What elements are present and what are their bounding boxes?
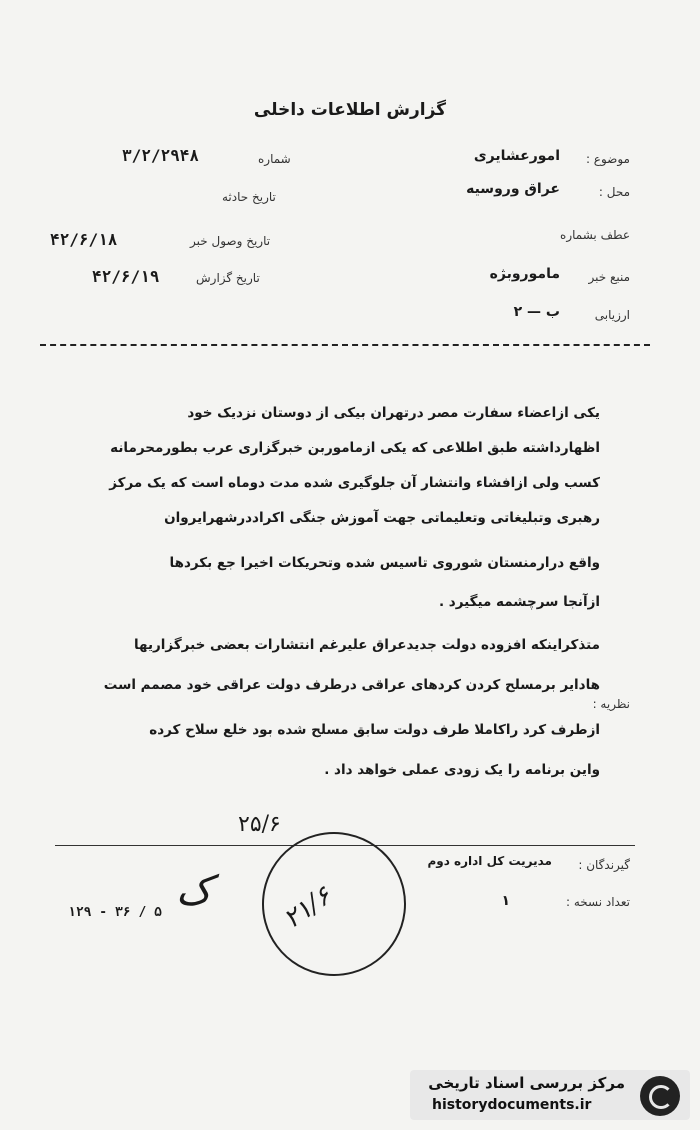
recipients-label: گیرندگان : xyxy=(578,858,630,872)
margin-note: نظریه : xyxy=(592,697,630,711)
handwritten-initials: ک xyxy=(176,868,212,914)
place-label: محل : xyxy=(598,185,630,199)
body-line: کسب ولی ازافشاء وانتشار آن جلوگیری شده مدت دوماه است که یک مرکز xyxy=(109,475,600,491)
report-title: گزارش اطلاعات داخلی xyxy=(253,100,447,120)
recipients-value: مدیریت کل اداره دوم xyxy=(427,854,552,868)
received-date-value: ۴۲/۶/۱۸ xyxy=(50,230,118,249)
report-date-label: تاریخ گزارش xyxy=(196,271,260,285)
report-date-value: ۴۲/۶/۱۹ xyxy=(92,267,160,286)
body-line: ازآنجا سرچشمه میگیرد . xyxy=(438,594,600,610)
subject-label: موضوع : xyxy=(585,152,630,166)
copies-label: تعداد نسخه : xyxy=(565,895,630,909)
body-line: یکی ازاعضاء سفارت مصر درتهران بیکی از دوستان نزدیک خود xyxy=(187,405,600,421)
received-date-label: تاریخ وصول خبر xyxy=(190,234,271,248)
grade-value: ب — ۲ xyxy=(513,304,560,320)
source-label: منبع خبر xyxy=(588,270,630,284)
place-value: عراق وروسیه xyxy=(466,181,560,197)
following-label: عطف بشماره xyxy=(560,228,630,242)
body-line: رهبری وتبلیغاتی وتعلیماتی جهت آموزش جنگی اکراددرشهرایروان xyxy=(164,510,600,526)
header-divider xyxy=(40,344,650,346)
signature-stamp: ۲۱/۶ xyxy=(246,816,422,992)
watermark-name: مرکز بررسی اسناد تاریخی xyxy=(428,1074,625,1092)
archive-logo-icon xyxy=(640,1076,680,1116)
body-line: متذکراینکه افزوده دولت جدیدعراق علیرغم انتشارات بعضی خبرگزاریها xyxy=(133,637,600,653)
grade-label: ارزیابی xyxy=(594,308,630,322)
number-value: ۳/۲/۲۹۴۸ xyxy=(122,146,200,165)
body-line: واقع درارمنستان شوروی تاسیس شده وتحریکات اخیرا جع بکردها xyxy=(169,555,600,571)
watermark-url: historydocuments.ir xyxy=(432,1097,592,1113)
handwritten-note: ۲۵/۶ xyxy=(238,812,281,837)
reference-code: ۱۲۹ - ۳۶ / ۵ xyxy=(68,905,162,920)
incident-date-label: تاریخ حادثه xyxy=(222,190,276,204)
body-line: ازطرف کرد راکاملا طرف دولت سابق مسلح شده بود خلع سلاح کرده xyxy=(149,722,600,738)
subject-value: امورعشایری xyxy=(473,148,560,164)
body-line: اظهارداشته طبق اطلاعی که یکی ازماموربن خبرگزاری عرب بطورمحرمانه xyxy=(110,440,600,456)
source-value: ماموروبژه xyxy=(489,266,560,282)
body-line: واین برنامه را یک زودی عملی خواهد داد . xyxy=(324,762,600,778)
body-line: هادایر برمسلح کردن کردهای عراقی درطرف دولت عراقی خود مصمم است xyxy=(103,677,600,693)
number-label: شماره xyxy=(258,152,291,166)
copies-value: ۱ xyxy=(501,893,510,909)
